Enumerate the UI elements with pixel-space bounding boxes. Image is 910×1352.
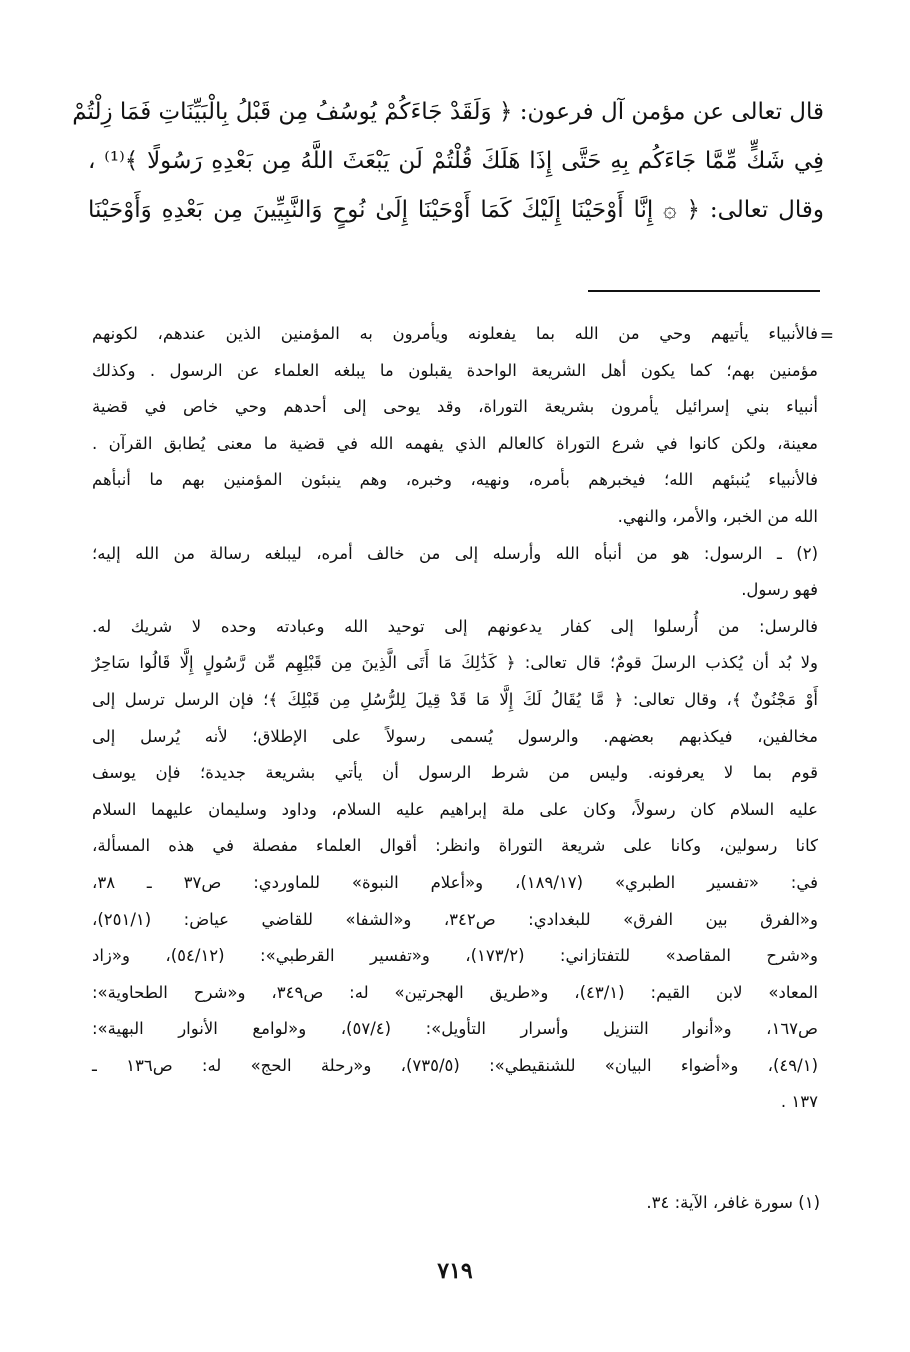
footnote-line: معينة، ولكن كانوا في شرع التوراة كالعالم الذي يفهمه الله في قضية ما معنى يُطابق القرآن . <box>92 433 818 453</box>
footnote-line: فالرسل: من أُرسلوا إلى كفار يدعونهم إلى توحيد الله وعبادته وحده لا شريك له. <box>92 616 818 636</box>
main-text-line: قال تعالى عن مؤمن آل فرعون: ﴿ وَلَقَدْ جَاءَكُمْ يُوسُفُ مِن قَبْلُ بِالْبَيِّنَاتِ فَمَا زِلْتُمْ <box>72 99 824 125</box>
footnote-line: مخالفين، فيكذبهم بعضهم. والرسول يُسمى رسولاً على الإطلاق؛ لأنه يُرسل إلى <box>92 726 818 746</box>
footnote-divider <box>588 290 820 292</box>
continuation-marker: = <box>819 326 834 346</box>
footnote-line: كانا رسولين، وكانا على شريعة التوراة وانظر: أقوال العلماء مفصلة في هذه المسألة، <box>92 836 818 856</box>
footnote-line: فهو رسول. <box>741 580 818 600</box>
footnote-line: أنبياء بني إسرائيل يأمرون بشريعة التوراة، وقد يوحى إلى أحدهم وحي خاص في قضية <box>92 397 818 417</box>
footnote-line: (٤٩/١)، و«أضواء البيان» للشنقيطي»: (٧٣٥/٥)، و«رحلة الحج» له: ص١٣٦ ـ <box>92 1055 818 1075</box>
main-text-line: فِي شَكٍّ مِّمَّا جَاءَكُم بِهِ حَتَّى إِذَا هَلَكَ قُلْتُمْ لَن يَبْعَثَ اللَّهُ مِن بَعْدِهِ رَسُولًا ﴾⁽¹⁾ ، <box>88 148 824 174</box>
footnote-line: ولا بُد أن يُكذب الرسلَ قومٌ؛ قال تعالى: ﴿ كَذَٰلِكَ مَا أَتَى الَّذِينَ مِن قَبْلِهِم مِّن رَّسُولٍ إِلَّا قَالُوا سَاحِرٌ <box>92 653 818 673</box>
page-number: ٧١٩ <box>437 1258 473 1284</box>
footnote-line: ١٣٧ . <box>780 1092 818 1112</box>
footnote-line: في: «تفسير الطبري» (١٨٩/١٧)، و«أعلام النبوة» للماوردي: ص٣٧ ـ ٣٨، <box>92 872 818 892</box>
footnote-line: فالأنبياء يأتيهم وحي من الله بما يفعلونه ويأمرون به المؤمنين الذين عندهم، لكونهم <box>92 324 818 343</box>
main-text-line: وقال تعالى: ﴿ ۞ إِنَّا أَوْحَيْنَا إِلَيْكَ كَمَا أَوْحَيْنَا إِلَىٰ نُوحٍ وَالنَّبِيِّينَ مِن بَعْدِهِ وَأَوْحَيْنَا <box>88 197 824 223</box>
footnote-line: عليه السلام كان رسولاً، وكان على ملة إبراهيم عليه السلام، وداود وسليمان عليهما السلام <box>92 799 818 819</box>
footnote-line: و«الفرق بين الفرق» للبغدادي: ص٣٤٢، و«الشفا» للقاضي عياض: (٢٥١/١)، <box>92 909 818 929</box>
footnote-line: فالأنبياء يُنبئهم الله؛ فيخبرهم بأمره، ونهيه، وخبره، وهم ينبئون المؤمنين بهم ما أنبأهم <box>92 470 818 490</box>
footnote-line: (٢) ـ الرسول: هو من أنبأه الله وأرسله إلى من خالف أمره، ليبلغه رسالة من الله إليه؛ <box>92 543 818 563</box>
footnote-line: و«شرح المقاصد» للتفتازاني: (١٧٣/٢)، و«تفسير القرطبي»: (٥٤/١٢)، و«زاد <box>92 946 818 966</box>
footnote-line: قوم بما لا يعرفونه. وليس من شرط الرسول أن يأتي بشريعة جديدة؛ فإن يوسف <box>92 763 818 783</box>
footnotes <box>92 316 818 1121</box>
footnote-line: ص١٦٧، و«أنوار التنزيل وأسرار التأويل»: (٥٧/٤)، و«لوامع الأنوار البهية»: <box>92 1019 818 1039</box>
footnote-line: أَوْ مَجْنُونٌ ﴾، وقال تعالى: ﴿ مَّا يُقَالُ لَكَ إِلَّا مَا قَدْ قِيلَ لِلرُّسُلِ مِن قَبْلِكَ ﴾؛ فإن الرسل ترسل إلى <box>92 689 818 709</box>
footnote-1: (١) سورة غافر، الآية: ٣٤. <box>646 1193 820 1212</box>
footnote-line: مؤمنين بهم؛ كما يكون أهل الشريعة الواحدة يقبلون ما يبلغه العلماء عن الرسول . وكذلك <box>92 360 818 380</box>
footnote-line: المعاد» لابن القيم: (٤٣/١)، و«طريق الهجرتين» له: ص٣٤٩، و«شرح الطحاوية»: <box>92 982 819 1002</box>
footnote-line: الله من الخبر، والأمر، والنهي. <box>617 506 818 526</box>
main-text <box>72 88 824 235</box>
